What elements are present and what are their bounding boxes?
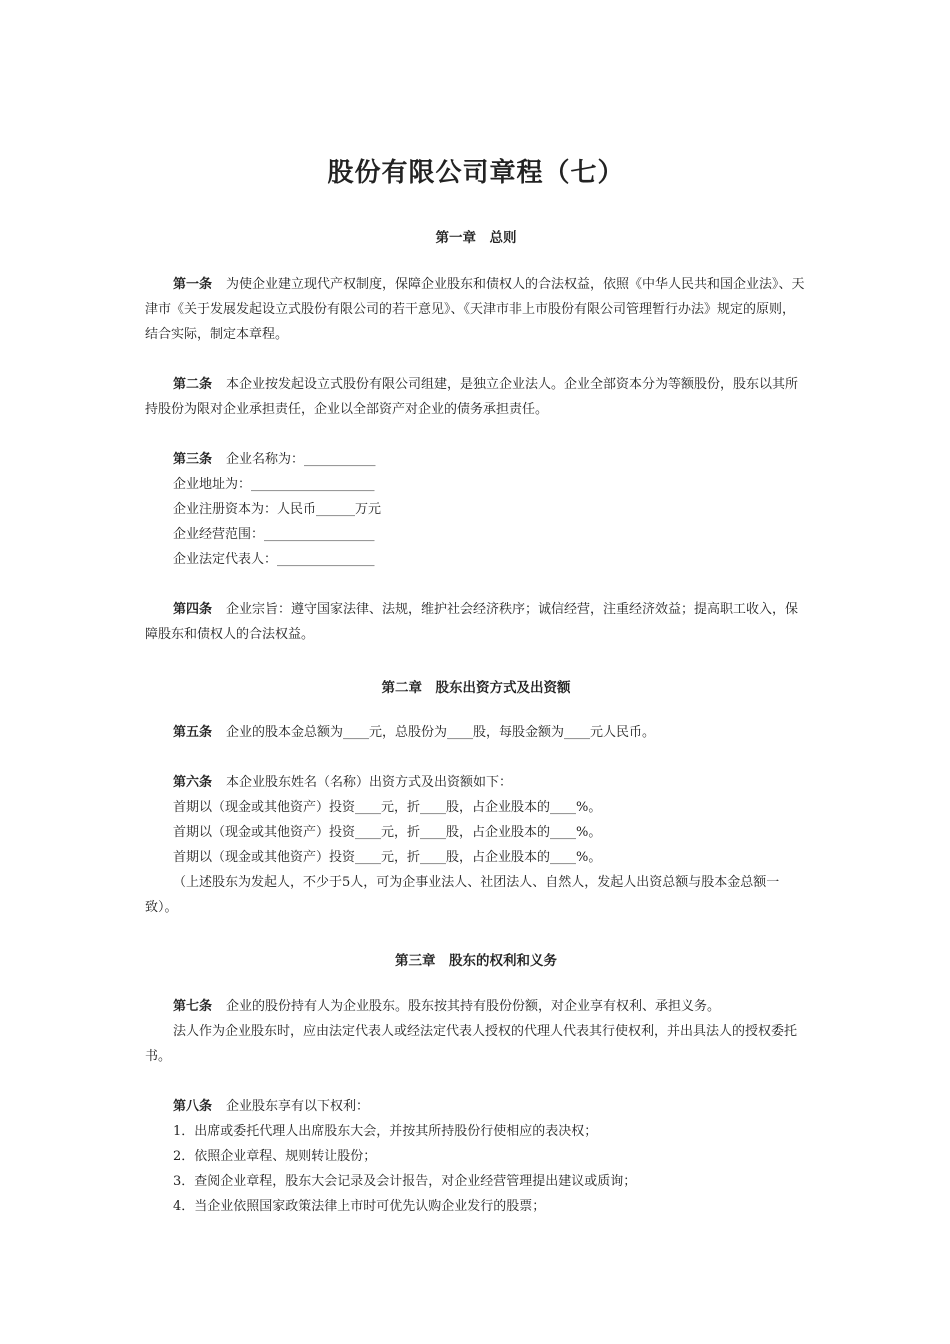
article-label: 第八条 — [173, 1099, 213, 1114]
article-text: 企业的股份持有人为企业股东。股东按其持有股份份额，对企业享有权利、承担义务。 — [226, 999, 721, 1014]
article-4 — [145, 597, 807, 647]
company-name-line: 企业名称为：___________ — [226, 452, 376, 467]
article-6 — [145, 770, 807, 920]
right-item: 3．查阅企业章程，股东大会记录及会计报告，对企业经营管理提出建议或质询； — [173, 1174, 637, 1189]
article-label: 第四条 — [173, 602, 213, 617]
article-3 — [145, 447, 807, 572]
chapter-1-heading: 第一章 总则 — [435, 230, 517, 246]
legal-representative-line: 企业法定代表人：_______________ — [173, 552, 375, 567]
contribution-line: 首期以（现金或其他资产）投资____元，折____股，占企业股本的____%。 — [173, 800, 602, 815]
article-label: 第六条 — [173, 775, 213, 790]
article-text: 企业股东享有以下权利： — [226, 1099, 370, 1114]
right-item: 2．依照企业章程、规则转让股份； — [173, 1149, 377, 1164]
contribution-line: 首期以（现金或其他资产）投资____元，折____股，占企业股本的____%。 — [173, 825, 602, 840]
article-1 — [145, 272, 807, 347]
article-label: 第二条 — [173, 377, 213, 392]
article-text: 企业的股本金总额为____元，总股份为____股，每股金额为____元人民币。 — [226, 725, 656, 740]
article-label: 第五条 — [173, 725, 213, 740]
business-scope-line: 企业经营范围：_________________ — [173, 527, 375, 542]
article-label: 第七条 — [173, 999, 213, 1014]
right-item: 4．当企业依照国家政策法律上市时可优先认购企业发行的股票； — [173, 1199, 546, 1214]
contribution-line: 首期以（现金或其他资产）投资____元，折____股，占企业股本的____%。 — [173, 850, 602, 865]
article-note: （上述股东为发起人，不少于5人，可为企事业法人、社团法人、自然人，发起人出资总额与股本金总额一致）。 — [145, 875, 780, 915]
chapter-2-heading: 第二章 股东出资方式及出资额 — [381, 680, 571, 696]
article-5 — [145, 720, 807, 745]
article-text: 企业宗旨：遵守国家法律、法规，维护社会经济秩序；诚信经营，注重经济效益；提高职工收入，保障股东和债权人的合法权益。 — [145, 602, 799, 642]
article-8 — [145, 1094, 807, 1219]
article-label: 第一条 — [173, 277, 213, 292]
article-text: 本企业股东姓名（名称）出资方式及出资额如下： — [226, 775, 513, 790]
article-text: 本企业按发起设立式股份有限公司组建，是独立企业法人。企业全部资本分为等额股份，股东以其所持股份为限对企业承担责任，企业以全部资产对企业的债务承担责任。 — [145, 377, 799, 417]
registered-capital-line: 企业注册资本为：人民币______万元 — [173, 502, 382, 517]
article-7 — [145, 994, 807, 1069]
article-text: 为使企业建立现代产权制度，保障企业股东和债权人的合法权益，依照《中华人民共和国企业法》、天津市《关于发展发起设立式股份有限公司的若干意见》、《天津市非上市股份有限公司管理暂行办法》规定的原则，结合实际，制定本章程。 — [145, 277, 805, 342]
article-text-continued: 法人作为企业股东时，应由法定代表人或经法定代表人授权的代理人代表其行使权利，并出具法人的授权委托书。 — [145, 1024, 798, 1064]
article-2 — [145, 372, 807, 422]
article-label: 第三条 — [173, 452, 213, 467]
company-address-line: 企业地址为：___________________ — [173, 477, 375, 492]
document-title: 股份有限公司章程（七） — [327, 158, 625, 188]
right-item: 1．出席或委托代理人出席股东大会，并按其所持股份行使相应的表决权； — [173, 1124, 598, 1139]
chapter-3-heading: 第三章 股东的权利和义务 — [395, 953, 557, 969]
